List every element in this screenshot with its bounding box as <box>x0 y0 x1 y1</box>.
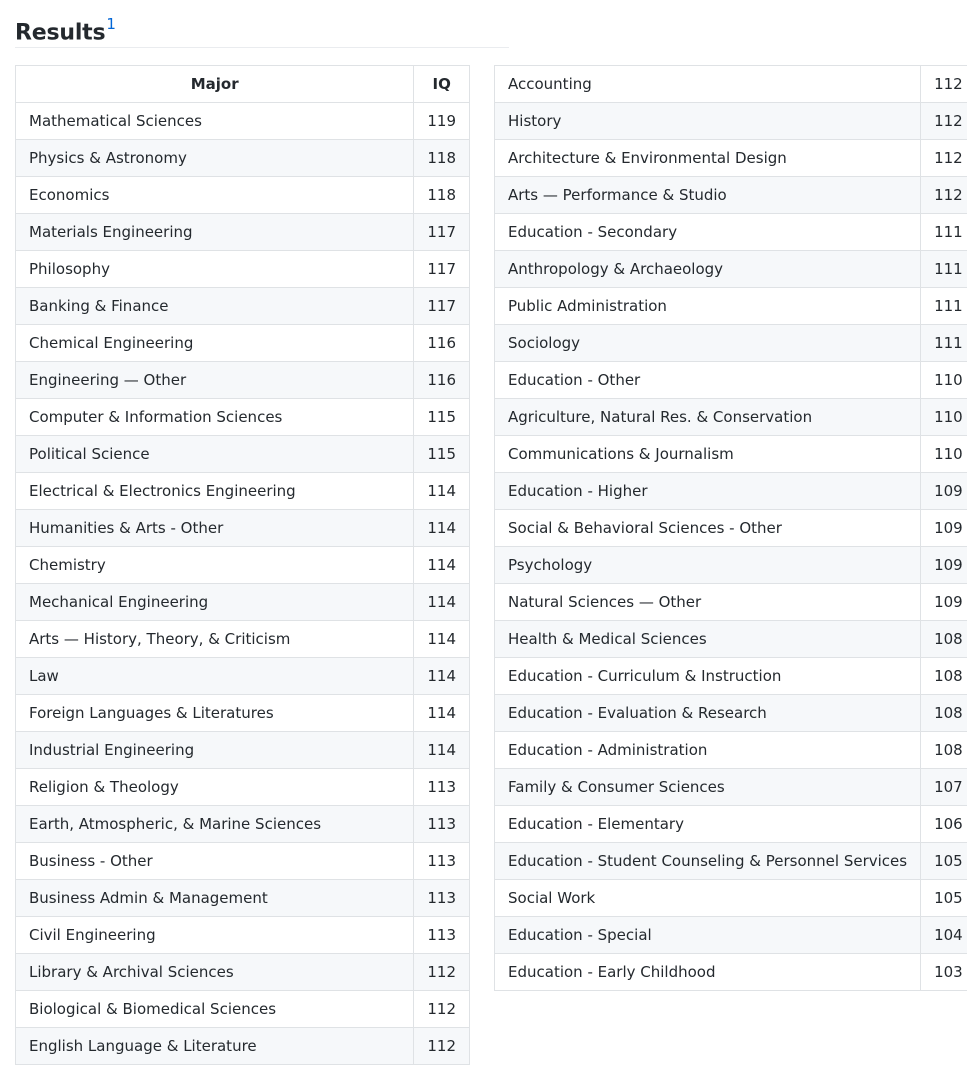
iq-cell: 108 <box>921 658 967 695</box>
iq-cell: 110 <box>921 362 967 399</box>
major-cell: Earth, Atmospheric, & Marine Sciences <box>16 806 414 843</box>
table-row <box>16 473 470 510</box>
table-row <box>495 399 967 436</box>
table-row <box>16 917 470 954</box>
table-row <box>16 806 470 843</box>
major-cell: Banking & Finance <box>16 288 414 325</box>
results-table-right-body <box>495 66 967 991</box>
iq-cell: 103 <box>921 954 967 991</box>
major-cell: Education - Special <box>495 917 921 954</box>
table-row <box>495 103 967 140</box>
iq-cell: 109 <box>921 547 967 584</box>
table-row <box>16 621 470 658</box>
iq-cell: 113 <box>414 917 470 954</box>
table-row <box>16 547 470 584</box>
major-cell: Foreign Languages & Literatures <box>16 695 414 732</box>
iq-cell: 116 <box>414 362 470 399</box>
table-row <box>495 880 967 917</box>
major-cell: Chemical Engineering <box>16 325 414 362</box>
table-row <box>495 325 967 362</box>
major-cell: Engineering — Other <box>16 362 414 399</box>
iq-cell: 112 <box>414 1028 470 1065</box>
major-cell: Social Work <box>495 880 921 917</box>
column-header-iq: IQ <box>414 66 470 103</box>
table-row <box>16 732 470 769</box>
iq-cell: 112 <box>921 103 967 140</box>
table-row <box>495 954 967 991</box>
table-row <box>495 843 967 880</box>
table-row <box>495 288 967 325</box>
table-row <box>495 177 967 214</box>
major-cell: Health & Medical Sciences <box>495 621 921 658</box>
major-cell: Education - Other <box>495 362 921 399</box>
table-row <box>16 954 470 991</box>
iq-cell: 107 <box>921 769 967 806</box>
major-cell: Law <box>16 658 414 695</box>
column-header-major: Major <box>16 66 414 103</box>
table-row <box>16 880 470 917</box>
table-row <box>16 288 470 325</box>
major-cell: Social & Behavioral Sciences - Other <box>495 510 921 547</box>
iq-cell: 114 <box>414 695 470 732</box>
iq-cell: 112 <box>414 991 470 1028</box>
table-row <box>495 806 967 843</box>
table-row <box>16 140 470 177</box>
iq-cell: 111 <box>921 214 967 251</box>
major-cell: Materials Engineering <box>16 214 414 251</box>
table-row <box>495 917 967 954</box>
iq-cell: 105 <box>921 880 967 917</box>
iq-cell: 104 <box>921 917 967 954</box>
major-cell: Business Admin & Management <box>16 880 414 917</box>
major-cell: Electrical & Electronics Engineering <box>16 473 414 510</box>
major-cell: Education - Administration <box>495 732 921 769</box>
table-row <box>495 473 967 510</box>
table-row <box>495 769 967 806</box>
iq-cell: 116 <box>414 325 470 362</box>
major-cell: Chemistry <box>16 547 414 584</box>
major-cell: Physics & Astronomy <box>16 140 414 177</box>
major-cell: Library & Archival Sciences <box>16 954 414 991</box>
table-row <box>495 214 967 251</box>
iq-cell: 114 <box>414 547 470 584</box>
major-cell: Education - Curriculum & Instruction <box>495 658 921 695</box>
table-row <box>495 621 967 658</box>
table-row <box>16 436 470 473</box>
major-cell: Arts — History, Theory, & Criticism <box>16 621 414 658</box>
iq-cell: 114 <box>414 584 470 621</box>
iq-cell: 108 <box>921 732 967 769</box>
table-row <box>495 547 967 584</box>
major-cell: Education - Student Counseling & Personnel Services <box>495 843 921 880</box>
iq-cell: 108 <box>921 695 967 732</box>
major-cell: Biological & Biomedical Sciences <box>16 991 414 1028</box>
table-row <box>16 362 470 399</box>
iq-cell: 110 <box>921 399 967 436</box>
major-cell: Religion & Theology <box>16 769 414 806</box>
major-cell: History <box>495 103 921 140</box>
major-cell: Education - Evaluation & Research <box>495 695 921 732</box>
table-row <box>16 510 470 547</box>
iq-cell: 111 <box>921 325 967 362</box>
page-title-text: Results <box>15 20 106 46</box>
major-cell: English Language & Literature <box>16 1028 414 1065</box>
major-cell: Civil Engineering <box>16 917 414 954</box>
table-row <box>16 584 470 621</box>
iq-cell: 113 <box>414 806 470 843</box>
iq-cell: 114 <box>414 510 470 547</box>
iq-cell: 112 <box>414 954 470 991</box>
major-cell: Mechanical Engineering <box>16 584 414 621</box>
table-row <box>16 1028 470 1065</box>
table-row <box>16 695 470 732</box>
table-row <box>16 658 470 695</box>
major-cell: Mathematical Sciences <box>16 103 414 140</box>
major-cell: Industrial Engineering <box>16 732 414 769</box>
iq-cell: 106 <box>921 806 967 843</box>
major-cell: Education - Higher <box>495 473 921 510</box>
major-cell: Family & Consumer Sciences <box>495 769 921 806</box>
table-row <box>495 362 967 399</box>
results-table-left-body <box>16 103 470 1065</box>
table-row <box>16 177 470 214</box>
iq-cell: 112 <box>921 66 967 103</box>
table-row <box>16 991 470 1028</box>
heading-divider <box>15 47 509 48</box>
iq-cell: 118 <box>414 140 470 177</box>
iq-cell: 117 <box>414 251 470 288</box>
iq-cell: 109 <box>921 584 967 621</box>
major-cell: Education - Secondary <box>495 214 921 251</box>
major-cell: Business - Other <box>16 843 414 880</box>
iq-cell: 113 <box>414 769 470 806</box>
table-row <box>16 843 470 880</box>
table-row <box>495 658 967 695</box>
table-row <box>495 584 967 621</box>
iq-cell: 112 <box>921 140 967 177</box>
iq-cell: 113 <box>414 880 470 917</box>
iq-cell: 111 <box>921 251 967 288</box>
iq-cell: 108 <box>921 621 967 658</box>
major-cell: Communications & Journalism <box>495 436 921 473</box>
page-title <box>15 10 116 49</box>
table-row <box>495 436 967 473</box>
iq-cell: 117 <box>414 214 470 251</box>
table-row <box>16 769 470 806</box>
iq-cell: 111 <box>921 288 967 325</box>
table-row <box>16 399 470 436</box>
iq-cell: 114 <box>414 732 470 769</box>
iq-cell: 109 <box>921 473 967 510</box>
table-row <box>495 732 967 769</box>
results-table-right <box>494 65 967 991</box>
table-header-row <box>16 66 470 103</box>
major-cell: Public Administration <box>495 288 921 325</box>
major-cell: Education - Elementary <box>495 806 921 843</box>
table-row <box>495 66 967 103</box>
major-cell: Natural Sciences — Other <box>495 584 921 621</box>
iq-cell: 110 <box>921 436 967 473</box>
major-cell: Accounting <box>495 66 921 103</box>
iq-cell: 113 <box>414 843 470 880</box>
iq-cell: 118 <box>414 177 470 214</box>
major-cell: Computer & Information Sciences <box>16 399 414 436</box>
iq-cell: 115 <box>414 399 470 436</box>
table-row <box>495 695 967 732</box>
iq-cell: 114 <box>414 473 470 510</box>
footnote-link[interactable]: 1 <box>106 15 116 33</box>
major-cell: Agriculture, Natural Res. & Conservation <box>495 399 921 436</box>
major-cell: Education - Early Childhood <box>495 954 921 991</box>
table-row <box>495 140 967 177</box>
major-cell: Humanities & Arts - Other <box>16 510 414 547</box>
iq-cell: 114 <box>414 658 470 695</box>
results-table-left <box>15 65 470 1065</box>
major-cell: Sociology <box>495 325 921 362</box>
table-row <box>16 103 470 140</box>
major-cell: Political Science <box>16 436 414 473</box>
table-row <box>16 251 470 288</box>
iq-cell: 109 <box>921 510 967 547</box>
table-row <box>16 214 470 251</box>
major-cell: Architecture & Environmental Design <box>495 140 921 177</box>
iq-cell: 119 <box>414 103 470 140</box>
iq-cell: 105 <box>921 843 967 880</box>
major-cell: Philosophy <box>16 251 414 288</box>
major-cell: Psychology <box>495 547 921 584</box>
iq-cell: 115 <box>414 436 470 473</box>
iq-cell: 114 <box>414 621 470 658</box>
iq-cell: 117 <box>414 288 470 325</box>
table-row <box>495 510 967 547</box>
major-cell: Economics <box>16 177 414 214</box>
table-row <box>495 251 967 288</box>
major-cell: Anthropology & Archaeology <box>495 251 921 288</box>
table-row <box>16 325 470 362</box>
major-cell: Arts — Performance & Studio <box>495 177 921 214</box>
iq-cell: 112 <box>921 177 967 214</box>
